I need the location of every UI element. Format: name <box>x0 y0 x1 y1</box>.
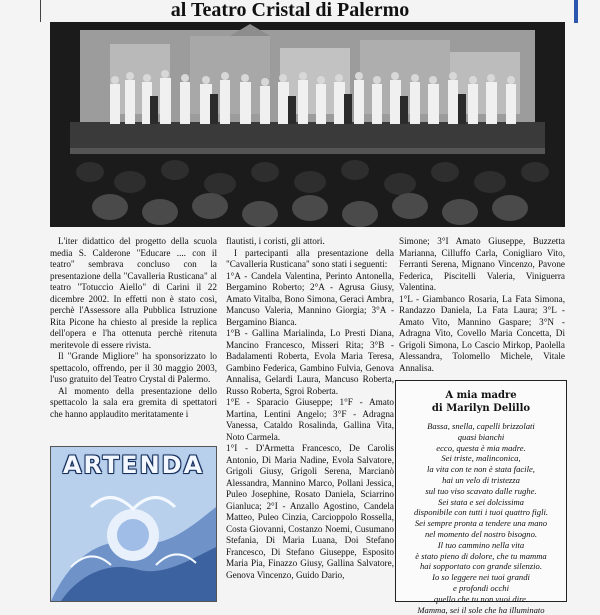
paragraph: Il "Grande Migliore" ha sponsorizzato lo spettacolo, offrendo, per il 30 maggio 2003, l'uso gratuito del Teatro Crystal di Palermo. <box>50 351 217 384</box>
paragraph: I partecipanti alla presentazione della "Cavalleria Rusticana" sono stati i seguenti: <box>226 247 394 269</box>
article-column-1 <box>50 236 217 420</box>
poem-line: disponibile con tutti i tuoi quattro figli. <box>413 507 549 518</box>
title-accent-bar <box>574 0 578 23</box>
poem-line: hai sopportato con grande silenzio. <box>420 561 542 572</box>
paragraph: 1°I - D'Armetta Francesco, De Carolis Antonio, Di Maria Nadine, Evola Salvatore, Grigoli Giusy, Grigoli Serena, Marcianò Alessandra, Mannino Marco, Pollani Jessica, Puleo Josephine, Rosato Daniela, Sciarrino Gianluca; 2°I - Anzallo Agostino, Candela Matteo, Puleo Cinzia, Carcioppolo Rossella, Costa Giovanni, Costanzo Noemi, Cusumano Stefania, Di Maria Luana, Doi Stefano Francesco, Di Stefano Giuseppe, Esposito Maria Pia, Finazzo Giusy, Gallina Salvatore, Genova Vincenzo, Guido Dario, <box>226 443 394 580</box>
poem-line: Sei stata e sei dolcissima <box>438 496 524 507</box>
poem-title: A mia madre <box>445 390 517 401</box>
poem-line: la vita con te non è stata facile, <box>427 464 535 475</box>
poem-line: Io so leggere nei tuoi grandi <box>432 572 530 583</box>
theatre-photo <box>50 22 565 227</box>
artenda-logo-image <box>50 446 217 602</box>
poem-line: nel momento del nostro bisogno. <box>424 528 538 539</box>
paragraph: 1°A - Candela Valentina, Perinto Antonella, Bergamino Roberto; 2°A - Agrusa Giusy, Amato Vitalba, Bono Simona, Geraci Ambra, Mancuso Valeria, Mannino Giorgia; 3°A - Bergamino Bianca. <box>226 270 394 327</box>
paragraph: 1°B - Gallina Marialinda, Lo Presti Diana, Mancino Francesco, Misseri Rita; 3°B - Badalamenti Roberta, Evola Maria Teresa, Gambino Federica, Gambino Fulvia, Genova Annalisa, Gelardi Laura, Mancuso Roberta, Russo Roberta, Sgroi Roberta. <box>226 328 394 396</box>
article-title: al Teatro Cristal di Palermo <box>170 0 410 21</box>
poem-body <box>396 421 566 615</box>
poem-box <box>395 380 567 615</box>
poem-line: e profondi occhi <box>452 582 509 593</box>
paragraph: flautisti, i coristi, gli attori. <box>226 236 325 246</box>
poem-line: Mamma, sei il sole che ha illuminato <box>417 604 545 615</box>
poem-line: Sei sempre pronta a tendere una mano <box>414 518 548 529</box>
poem-line: è stato pieno di dolore, che tu mamma <box>415 550 547 561</box>
paragraph: Al momento della presentazione dello spettacolo la sala era gremita di spettatori che hanno applaudito meritatamente i <box>50 385 217 419</box>
paragraph: L'iter didattico del progetto della scuola media S. Calderone "Educare .... con il teatro" sembrava concluso con la presentazione della "Cavalleria Rusticana" al teatro "Totuccio Aiello" di Carini il 22 dicembre 2002. In effetti non è stato così, perchè l'Assessore alla Pubblica Istruzione Rita Picone ha chiesto al preside la replica dell'opera e l'ha ottenuta perchè ritenuta meritevole di essere rivista. <box>50 236 217 350</box>
poem-line: Bassa, snella, capelli brizzolati <box>427 421 535 431</box>
article-column-2 <box>226 236 394 581</box>
poem-line: quello che tu non vuoi dire. <box>433 593 529 604</box>
poem-line: Sei triste, malinconica, <box>441 453 521 464</box>
paragraph: 1°L - Giambanco Rosaria, La Fata Simona, Randazzo Daniela, La Fata Laura; 3°L - Amato Vito, Mannino Gaspare; 3°N - Adragna Vito, Covello Maria Concetta, Di Grigoli Simona, Lo Cascio Mirkop, Paolella Alessandra, Tolomello Michele, Vitale Annalisa. <box>399 293 565 373</box>
poem-line: Il tuo cammino nella vita <box>437 539 525 550</box>
poem-line: quasi bianchi <box>457 431 505 442</box>
article-column-3 <box>399 236 565 374</box>
poem-line: hai un velo di tristezza <box>442 474 520 485</box>
paragraph: 1°E - Sparacio Giuseppe; 1°F - Amato Martina, Lentini Angelo; 3°F - Adragna Vanessa, Cataldo Rosalinda, Gallina Vita, Noto Carmela. <box>226 397 394 442</box>
poem-line: sul tuo viso scavato dalle rughe. <box>425 485 537 496</box>
theatre-stage-image <box>50 22 565 227</box>
poem-author: di Marilyn Delillo <box>431 403 531 414</box>
poem-line: ecco, questa è mia madre. <box>436 442 526 453</box>
paragraph: Simone; 3°I Amato Giuseppe, Buzzetta Marianna, Cilluffo Carla, Conigliaro Vito, Ferranti Serena, Mignano Vincenzo, Pavone Federica, Piscitelli Valeria, Viniguerra Valentina. <box>399 236 565 292</box>
artenda-wordmark: ARTENDA <box>62 451 205 479</box>
